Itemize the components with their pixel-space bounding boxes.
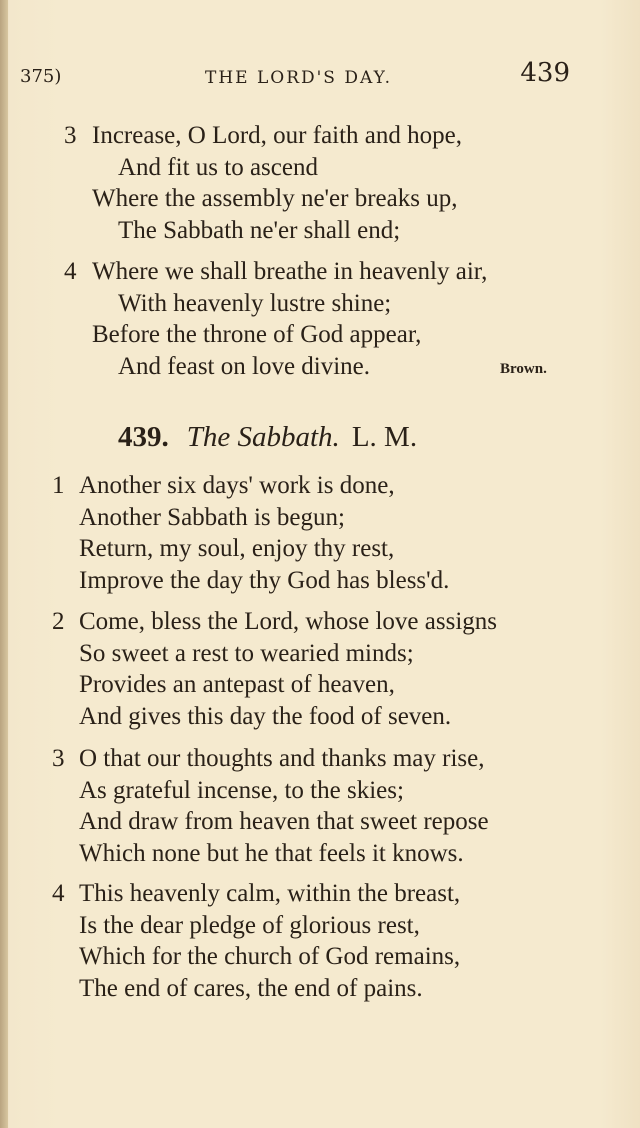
verse-line: As grateful incense, to the skies; xyxy=(79,776,404,804)
verse-line: Where the assembly ne'er breaks up, xyxy=(92,185,458,212)
verse-line: And draw from heaven that sweet repose xyxy=(79,808,489,835)
verse-line: Before the throne of God appear, xyxy=(92,321,422,348)
hymn-meter: L. M. xyxy=(351,421,418,453)
stanza-number: 2 xyxy=(52,608,65,635)
page-number: 439 xyxy=(520,58,570,88)
hymn-title: The Sabbath. xyxy=(186,421,340,453)
verse-line: Is the dear pledge of glorious rest, xyxy=(79,911,420,939)
hymn-heading xyxy=(118,421,417,454)
verse-line: And feast on love divine. xyxy=(118,352,371,380)
verse-line: Provides an antepast of heaven, xyxy=(79,671,395,698)
prev-hymn-stanza-3 xyxy=(64,120,462,246)
verse-line: And gives this day the food of seven. xyxy=(79,702,452,730)
previous-hymn-reference: 375) xyxy=(20,66,62,87)
verse-line: Where we shall breathe in heavenly air, xyxy=(92,258,488,285)
verse-line: Which for the church of God remains, xyxy=(79,943,461,970)
verse-line: Come, bless the Lord, whose love assigns xyxy=(79,608,498,635)
stanza-number: 3 xyxy=(64,122,77,149)
verse-line: The end of cares, the end of pains. xyxy=(79,974,423,1002)
hymn-stanza-2 xyxy=(52,606,497,732)
verse-line: Increase, O Lord, our faith and hope, xyxy=(92,122,462,149)
verse-line: Another Sabbath is begun; xyxy=(79,503,345,531)
running-header xyxy=(20,58,570,94)
verse-line: Another six days' work is done, xyxy=(79,472,395,499)
verse-line: Which none but he that feels it knows. xyxy=(79,839,464,867)
hymn-stanza-4 xyxy=(52,878,460,1004)
page-binding-edge xyxy=(0,0,8,1128)
prev-hymn-stanza-4 xyxy=(64,256,487,382)
verse-line: Improve the day thy God has bless'd. xyxy=(79,566,450,594)
hymn-stanza-3 xyxy=(52,743,489,869)
verse-line: This heavenly calm, within the breast, xyxy=(79,880,461,907)
stanza-number: 1 xyxy=(52,472,65,499)
verse-line: O that our thoughts and thanks may rise, xyxy=(79,745,485,772)
hymn-stanza-1 xyxy=(52,470,449,596)
stanza-number: 4 xyxy=(64,258,77,285)
verse-line: Return, my soul, enjoy thy rest, xyxy=(79,535,395,562)
running-title: THE LORD'S DAY. xyxy=(205,68,393,88)
author-attribution: Brown. xyxy=(500,361,547,377)
verse-line: So sweet a rest to wearied minds; xyxy=(79,639,414,667)
hymn-number: 439. xyxy=(118,421,169,453)
stanza-number: 4 xyxy=(52,880,65,907)
stanza-number: 3 xyxy=(52,745,65,772)
verse-line: With heavenly lustre shine; xyxy=(118,289,392,317)
verse-line: The Sabbath ne'er shall end; xyxy=(118,216,401,244)
verse-line: And fit us to ascend xyxy=(118,153,318,181)
